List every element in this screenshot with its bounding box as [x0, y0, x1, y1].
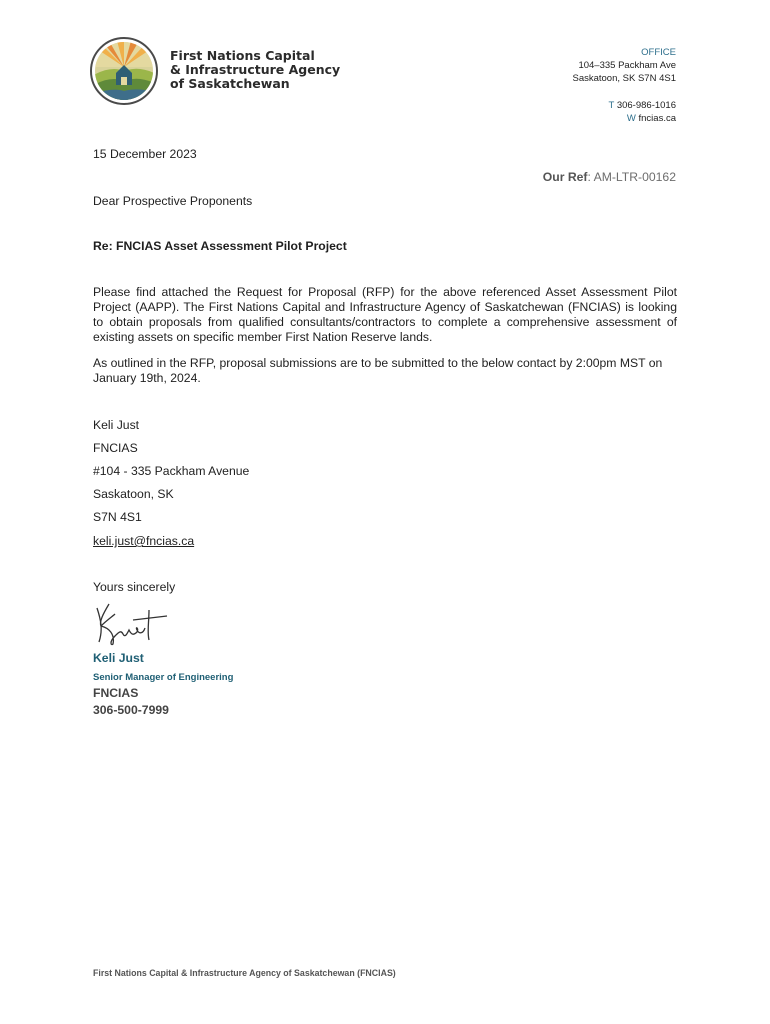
letter-date: 15 December 2023	[93, 147, 197, 161]
signer-phone: 306-500-7999	[93, 703, 169, 717]
organization-name	[170, 49, 340, 91]
web-label: W	[626, 113, 636, 124]
closing: Yours sincerely	[93, 580, 176, 594]
org-name-line-3: of Saskatchewan	[170, 76, 290, 91]
contact-postal: S7N 4S1	[93, 510, 142, 524]
office-phone	[572, 99, 676, 112]
ref-value: : AM-LTR-00162	[587, 170, 676, 184]
contact-address: #104 - 335 Packham Avenue	[93, 464, 250, 478]
office-heading: OFFICE	[641, 47, 676, 58]
contact-city: Saskatoon, SK	[93, 487, 174, 501]
website-url: fncias.ca	[638, 113, 676, 124]
signer-organization: FNCIAS	[93, 686, 139, 700]
ref-label: Our Ref	[542, 170, 588, 184]
office-address-line-2: Saskatoon, SK S7N 4S1	[572, 73, 676, 84]
our-reference	[543, 170, 676, 184]
handwritten-signature	[93, 600, 168, 646]
office-contact-block	[572, 46, 676, 125]
phone-number: 306-986-1016	[616, 100, 676, 111]
page-footer: First Nations Capital & Infrastructure Agency of Saskatchewan (FNCIAS)	[93, 968, 396, 978]
body-paragraph-1: Please find attached the Request for Proposal (RFP) for the above referenced Asset Assessment Pilot Project (AAPP). The First Nations Capital and Infrastructure Agency of Saskatchewan (FNCIAS) is looking to obtain proposals from qualified consultants/contractors to complete a comprehensive assessment of existing assets on specific member First Nation Reserve lands.	[93, 285, 677, 344]
signer-name: Keli Just	[93, 651, 144, 665]
contact-name: Keli Just	[93, 418, 140, 432]
phone-label: T	[608, 100, 615, 111]
office-address-line-1: 104–335 Packham Ave	[578, 60, 676, 71]
contact-email-link[interactable]: keli.just@fncias.ca	[93, 534, 195, 548]
org-name-line-1: First Nations Capital	[170, 48, 315, 63]
body-paragraph-2: As outlined in the RFP, proposal submissions are to be submitted to the below contact by 2:00pm MST on January 19th, 2024.	[93, 356, 663, 385]
salutation: Dear Prospective Proponents	[93, 194, 253, 208]
office-website	[572, 112, 676, 125]
subject-line: Re: FNCIAS Asset Assessment Pilot Project	[93, 239, 347, 253]
fncias-logo	[90, 37, 158, 105]
signer-title: Senior Manager of Engineering	[93, 672, 234, 683]
org-name-line-2: & Infrastructure Agency	[170, 62, 341, 77]
contact-org: FNCIAS	[93, 441, 138, 455]
